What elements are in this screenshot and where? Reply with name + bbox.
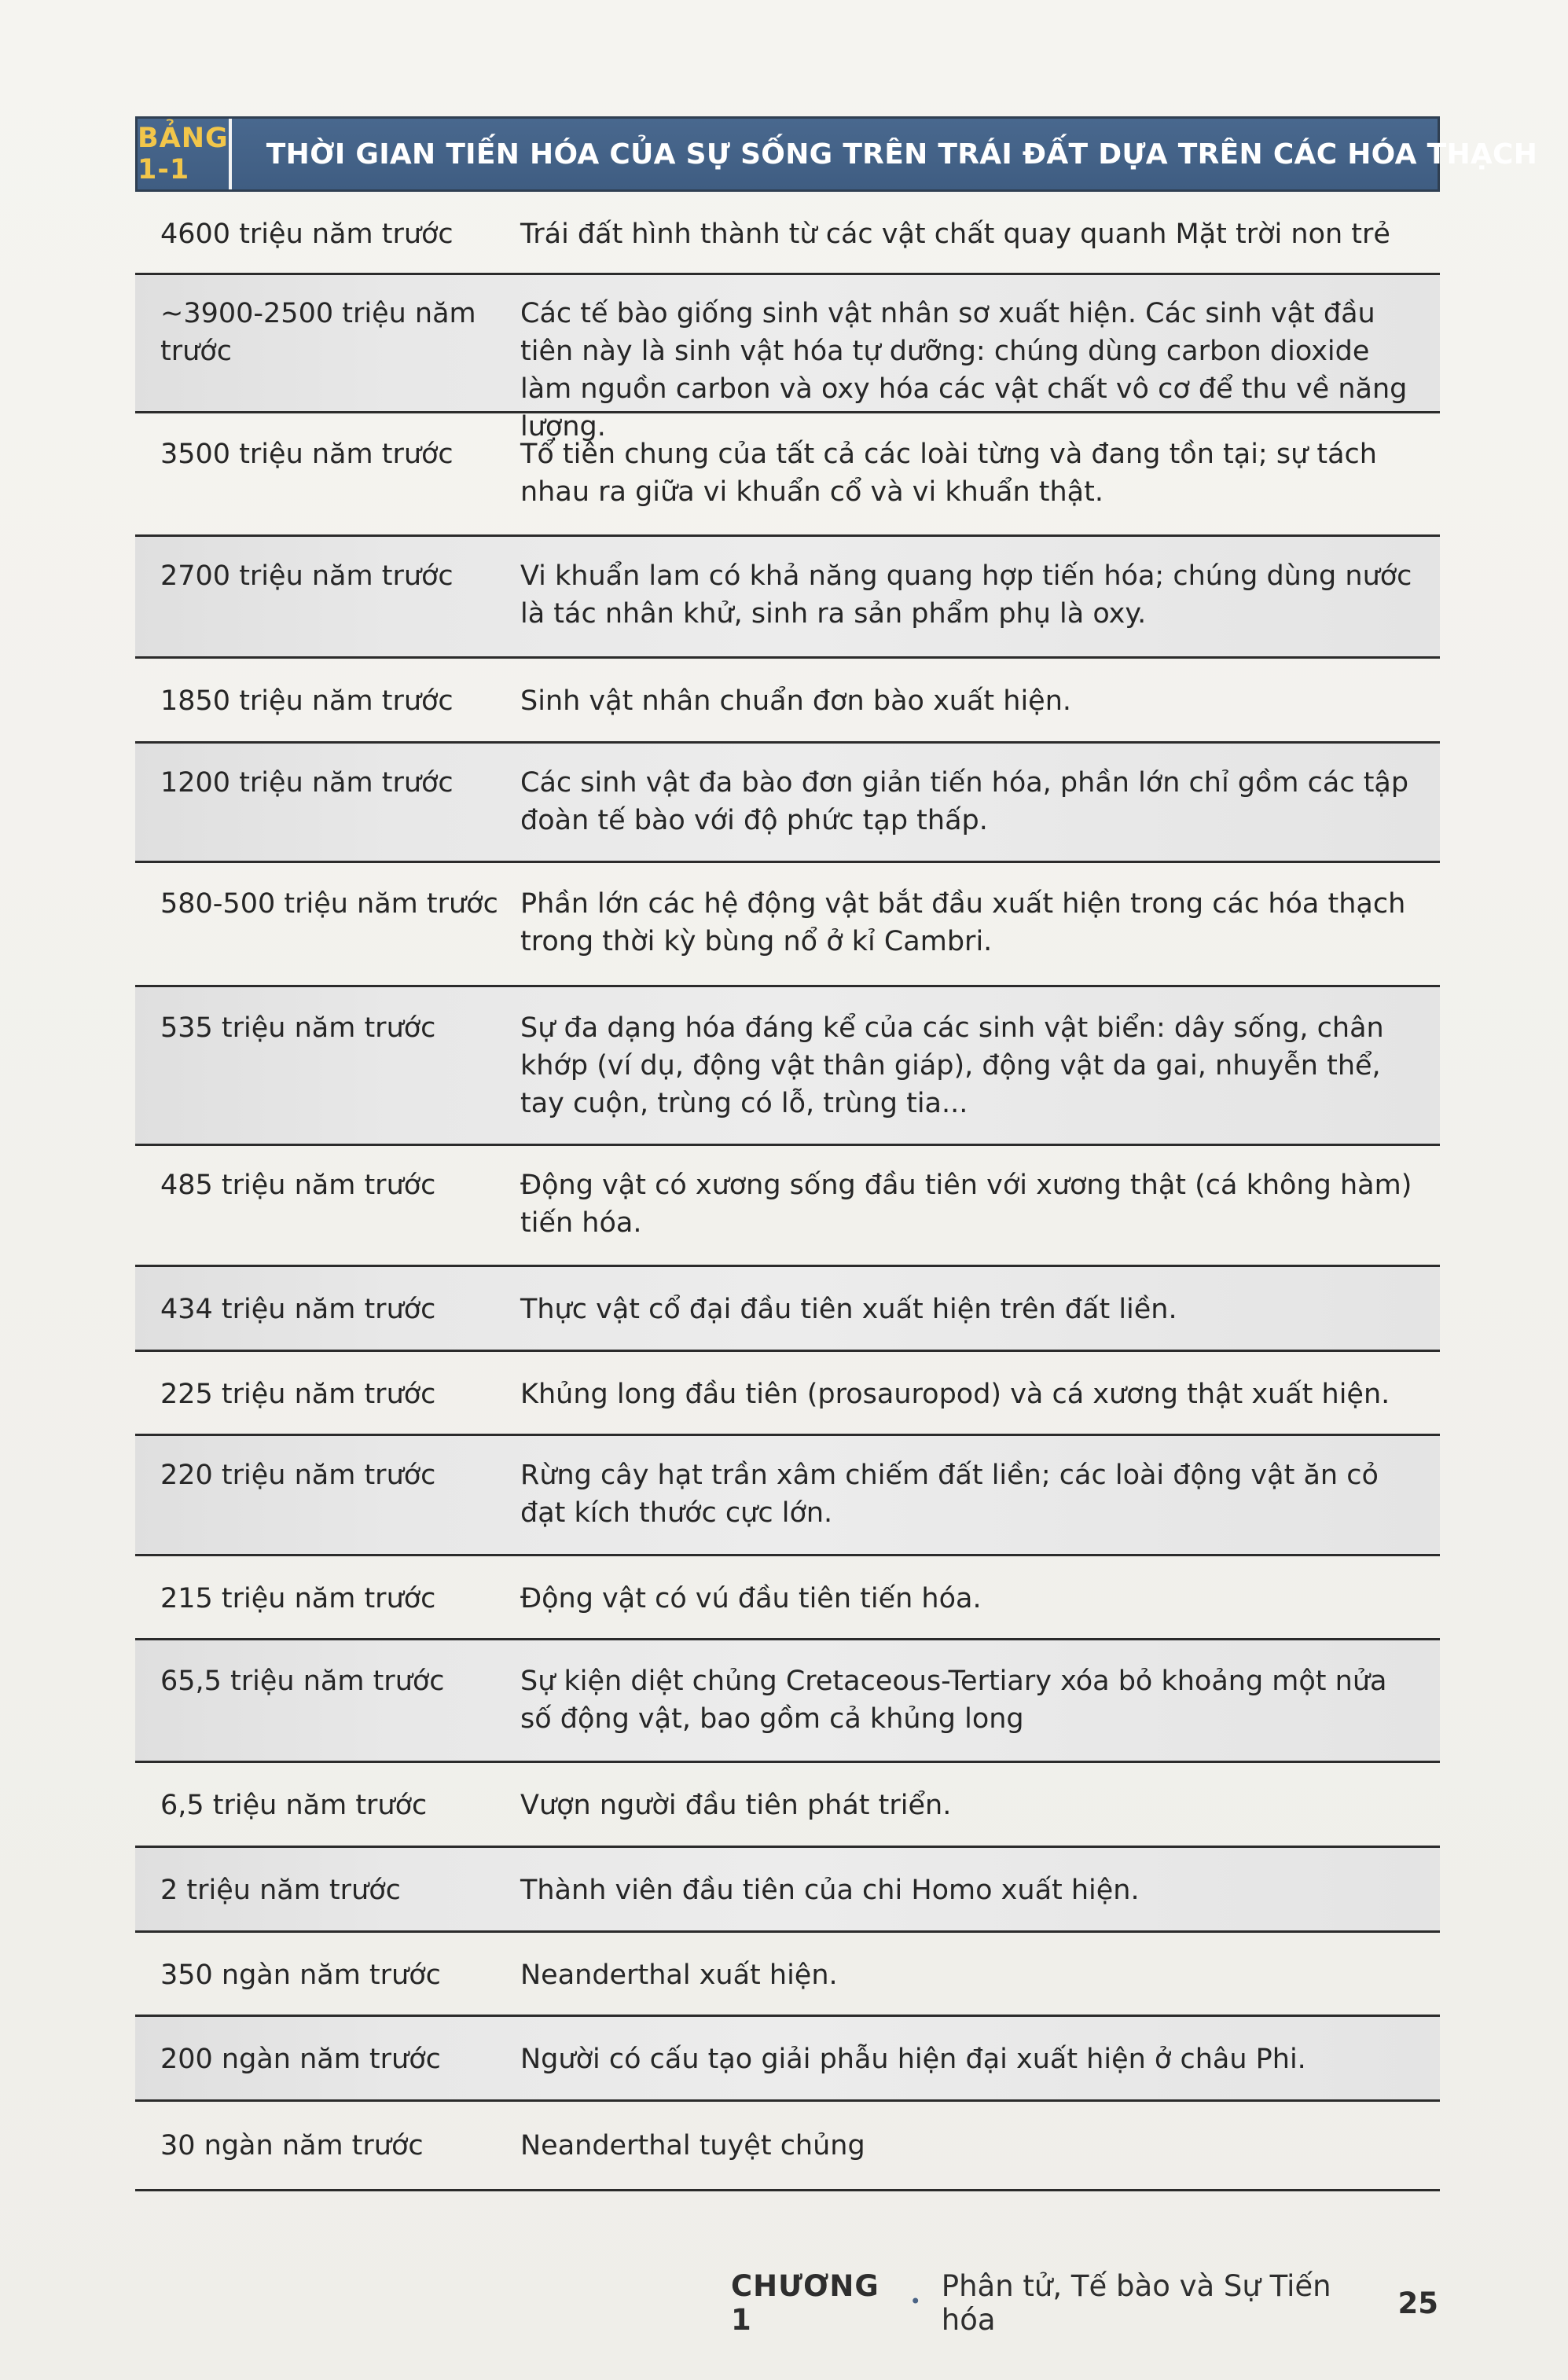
row-time: 200 ngàn năm trước (160, 2044, 441, 2075)
row-time: 1200 triệu năm trước (160, 767, 454, 799)
page-footer (731, 2269, 1438, 2337)
row-time: 30 ngàn năm trước (160, 2130, 424, 2161)
table-row (135, 1848, 1440, 1933)
table-row (135, 1763, 1440, 1848)
row-time: ~3900-2500 triệu năm trước (160, 298, 476, 367)
row-description: Khủng long đầu tiên (prosauropod) và cá xương thật xuất hiện. (520, 1379, 1390, 1410)
table-row (135, 537, 1440, 659)
table-row (135, 2017, 1440, 2102)
table-row (135, 1352, 1440, 1436)
table-row (135, 413, 1440, 537)
row-description: Rừng cây hạt trần xâm chiếm đất liền; các loài động vật ăn cỏ đạt kích thước cực lớn. (520, 1460, 1379, 1529)
table-row (135, 659, 1440, 744)
table-row (135, 1640, 1440, 1763)
row-description: Vi khuẩn lam có khả năng quang hợp tiến hóa; chúng dùng nước là tác nhân khử, sinh ra sản phẩm phụ là oxy. (520, 560, 1412, 630)
row-time: 2 triệu năm trước (160, 1875, 401, 1906)
table-row (135, 1146, 1440, 1267)
row-description: Động vật có vú đầu tiên tiến hóa. (520, 1583, 982, 1614)
row-time: 4600 triệu năm trước (160, 219, 454, 250)
row-time: 485 triệu năm trước (160, 1170, 436, 1201)
chapter-label: CHƯƠNG 1 (731, 2269, 879, 2337)
row-description: Phần lớn các hệ động vật bắt đầu xuất hiện trong các hóa thạch trong thời kỳ bùng nổ ở kỉ Cambri. (520, 888, 1406, 957)
row-description: Tổ tiên chung của tất cả các loài từng và đang tồn tại; sự tách nhau ra giữa vi khuẩn cổ và vi khuẩn thật. (520, 439, 1377, 508)
row-description: Neanderthal tuyệt chủng (520, 2130, 865, 2161)
table-title: THỜI GIAN TIẾN HÓA CỦA SỰ SỐNG TRÊN TRÁI ĐẤT DỰA TRÊN CÁC HÓA THẠCH (266, 138, 1538, 171)
footer-separator: • (909, 2290, 921, 2312)
table-row (135, 2102, 1440, 2191)
table-row (135, 1436, 1440, 1556)
row-description: Người có cấu tạo giải phẫu hiện đại xuất hiện ở châu Phi. (520, 2044, 1306, 2075)
row-description: Thành viên đầu tiên của chi Homo xuất hiện. (520, 1875, 1140, 1906)
row-time: 6,5 triệu năm trước (160, 1790, 428, 1821)
row-description: Sự kiện diệt chủng Cretaceous-Tertiary xóa bỏ khoảng một nửa số động vật, bao gồm cả khủng long (520, 1666, 1387, 1735)
table-row (135, 275, 1440, 443)
row-description: Sinh vật nhân chuẩn đơn bào xuất hiện. (520, 685, 1072, 717)
row-description: Thực vật cổ đại đầu tiên xuất hiện trên đất liền. (520, 1294, 1177, 1325)
row-description: Động vật có xương sống đầu tiên với xương thật (cá không hàm) tiến hóa. (520, 1170, 1412, 1239)
row-time: 535 triệu năm trước (160, 1012, 436, 1044)
table-header (135, 116, 1538, 192)
row-description: Sự đa dạng hóa đáng kể của các sinh vật biển: dây sống, chân khớp (ví dụ, động vật thân giáp), động vật da gai, nhuyễn thể, tay cuộn, trùng có lỗ, trùng tia... (520, 1012, 1384, 1119)
row-description: Neanderthal xuất hiện. (520, 1959, 838, 1991)
row-time: 225 triệu năm trước (160, 1379, 436, 1410)
row-time: 580-500 triệu năm trước (160, 888, 498, 920)
row-description: Trái đất hình thành từ các vật chất quay quanh Mặt trời non trẻ (520, 219, 1390, 250)
row-time: 220 triệu năm trước (160, 1460, 436, 1491)
row-time: 350 ngàn năm trước (160, 1959, 441, 1991)
table-label: BẢNG 1-1 (138, 119, 232, 189)
chapter-title: Phân tử, Tế bào và Sự Tiến hóa (941, 2269, 1331, 2337)
table-row (135, 987, 1440, 1146)
table-row (135, 863, 1440, 987)
table-row (135, 192, 1440, 275)
page-number: 25 (1397, 2286, 1438, 2320)
row-description: Vượn người đầu tiên phát triển. (520, 1790, 952, 1821)
row-description: Các sinh vật đa bào đơn giản tiến hóa, phần lớn chỉ gồm các tập đoàn tế bào với độ phức tạp thấp. (520, 767, 1409, 836)
row-time: 3500 triệu năm trước (160, 439, 454, 470)
evolution-timeline-table (135, 116, 1538, 2161)
table-row (135, 1556, 1440, 1640)
row-time: 65,5 triệu năm trước (160, 1666, 445, 1697)
row-time: 215 triệu năm trước (160, 1583, 436, 1614)
row-time: 1850 triệu năm trước (160, 685, 454, 717)
row-description: Các tế bào giống sinh vật nhân sơ xuất hiện. Các sinh vật đầu tiên này là sinh vật hóa tự dưỡng: chúng dùng carbon dioxide làm nguồn carbon và oxy hóa các vật chất vô cơ để thu về năng lượng. (520, 298, 1408, 443)
row-time: 2700 triệu năm trước (160, 560, 454, 592)
table-row (135, 1267, 1440, 1352)
row-time: 434 triệu năm trước (160, 1294, 436, 1325)
table-row (135, 1933, 1440, 2017)
table-row (135, 744, 1440, 863)
